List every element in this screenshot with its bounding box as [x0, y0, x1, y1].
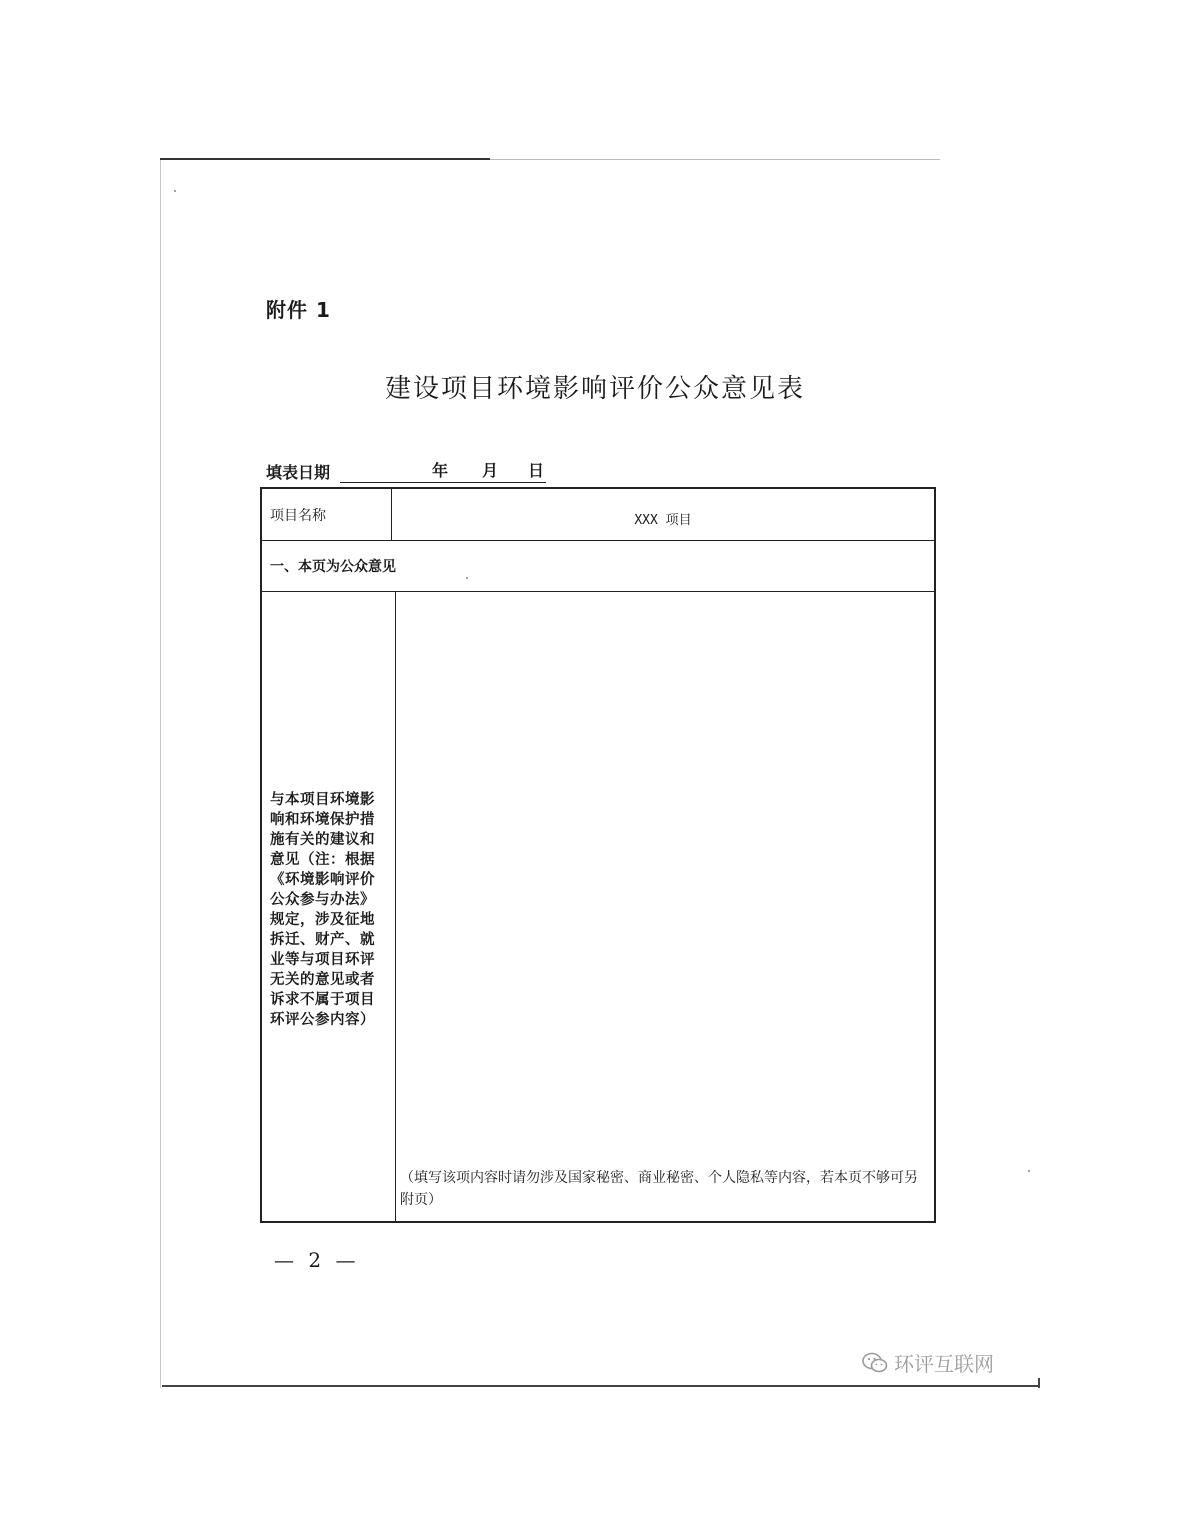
scan-speck: [1028, 1170, 1030, 1172]
fill-date-label: 填表日期: [266, 463, 331, 482]
scan-edge-left: [160, 160, 161, 1388]
watermark-text: 环评互联网: [894, 1352, 994, 1376]
scan-edge-tick: [1038, 1378, 1040, 1388]
scan-speck: [174, 190, 176, 192]
opinion-label: 与本项目环境影响和环境保护措施有关的建议和意见（注：根据《环境影响评价公众参与办法》规定，涉及征地拆迁、财产、就业等与项目环评无关的意见或者诉求不属于项目环评公参内容）: [262, 592, 396, 1221]
project-name-row: [262, 489, 934, 541]
watermark: [862, 1348, 994, 1377]
scan-edge-top: [160, 158, 490, 160]
fill-date-line: [266, 458, 546, 483]
opinion-note: （填写该项内容时请勿涉及国家秘密、商业秘密、个人隐私等内容，若本页不够可另附页）: [400, 1170, 918, 1208]
scan-edge-top-faint: [490, 159, 940, 160]
opinion-row: [262, 592, 934, 1221]
scan-edge-bottom: [162, 1385, 1038, 1387]
fill-date-month: 月: [482, 461, 499, 480]
opinion-form-table: [260, 487, 936, 1223]
opinion-input-area[interactable]: [396, 592, 934, 1221]
document-title: 建设项目环境影响评价公众意见表: [384, 374, 805, 404]
project-name-label: 项目名称: [262, 489, 392, 540]
page-number: — 2 —: [274, 1248, 360, 1272]
attachment-label: 附件 1: [266, 298, 331, 322]
fill-date-year: 年: [432, 461, 449, 480]
project-name-value[interactable]: XXX 项目: [634, 513, 692, 528]
fill-date-field[interactable]: [340, 458, 546, 483]
section-heading: 一、本页为公众意见: [262, 541, 934, 592]
fill-date-day: 日: [528, 461, 545, 480]
wechat-icon: [862, 1352, 888, 1374]
